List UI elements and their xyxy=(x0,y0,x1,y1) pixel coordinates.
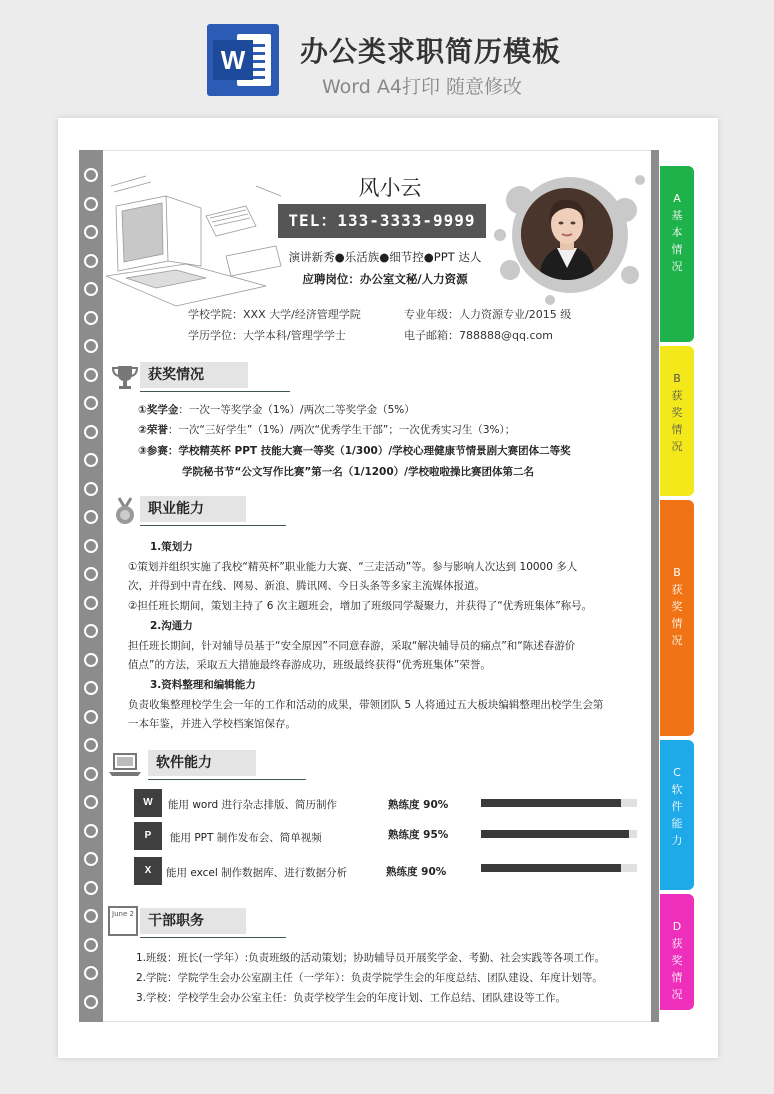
info-major: 专业年级：人力资源专业/2015 级 xyxy=(404,308,572,321)
binder-ring xyxy=(84,596,98,610)
binder-ring xyxy=(84,852,98,866)
binder-ring xyxy=(84,482,98,496)
software-level: 熟练度 95% xyxy=(388,829,449,841)
office-sketch-illustration xyxy=(106,166,286,316)
ability-text: 担任班长期间，针对辅导员基于“安全原因”不同意春游，采取“解决辅导员的痛点”和“陈述春游价 xyxy=(128,640,576,652)
word-app-icon: W xyxy=(134,789,162,817)
word-logo-icon xyxy=(207,24,279,96)
binder-ring xyxy=(84,881,98,895)
ability-heading: 2.沟通力 xyxy=(150,620,193,632)
ability-text: 负责收集整理校学生会一年的工作和活动的成果，带领团队 5 人将通过五大板块编辑整理出校学生会第 xyxy=(128,699,604,711)
position-item: 1.班级：班长(一学年）:负责班级的活动策划；协助辅导员开展奖学金、考勤、社会实践等各项工作。 xyxy=(136,952,606,964)
binder-ring xyxy=(84,425,98,439)
binder-ring xyxy=(84,795,98,809)
profile-photo xyxy=(521,188,613,280)
software-level: 熟练度 90% xyxy=(386,866,447,878)
ability-heading: 3.资料整理和编辑能力 xyxy=(150,679,256,691)
personal-tags: 演讲新秀●乐活族●细节控●PPT 达人 xyxy=(288,250,482,264)
binder-ring xyxy=(84,368,98,382)
position-item: 2.学院：学院学生会办公室副主任（一学年）：负责学院学生会的年度总结、团队建设、年度计划等。 xyxy=(136,972,603,984)
software-name: 能用 excel 制作数据库、进行数据分析 xyxy=(166,867,348,879)
level-bar-fill xyxy=(481,799,621,807)
binder-ring xyxy=(84,995,98,1009)
award-item: ①奖学金：一次一等奖学金（1%）/两次二等奖学金（5%） xyxy=(138,404,415,416)
binder-ring xyxy=(84,453,98,467)
trophy-icon xyxy=(110,362,140,392)
binder-ring xyxy=(84,539,98,553)
level-bar-fill xyxy=(481,864,621,872)
binder-ring xyxy=(84,225,98,239)
binder-ring xyxy=(84,254,98,268)
binder-spine-right xyxy=(651,150,659,1022)
software-level-bar xyxy=(481,830,637,838)
section-underline xyxy=(148,779,306,780)
positions-section-title: 干部职务 xyxy=(140,908,246,934)
binder-ring xyxy=(84,282,98,296)
level-bar-fill xyxy=(481,830,629,838)
candidate-name: 风小云 xyxy=(358,176,422,200)
excel-app-icon: X xyxy=(134,857,162,885)
tab-awards-2[interactable]: B 获 奖 情 况 xyxy=(660,500,694,736)
software-name: 能用 PPT 制作发布会、简单视频 xyxy=(170,832,322,844)
binder-ring xyxy=(84,909,98,923)
software-level-bar xyxy=(481,864,637,872)
binder-ring xyxy=(84,624,98,638)
binder-ring xyxy=(84,653,98,667)
binder-ring xyxy=(84,168,98,182)
ability-text: ①策划并组织实施了我校“精英杯”职业能力大赛、“三走活动”等。参与影响人次达到 10000 多人 xyxy=(128,561,578,573)
binder-ring xyxy=(84,738,98,752)
section-underline xyxy=(140,391,290,392)
position-item: 3.学校：学校学生会办公室主任：负责学校学生会的年度计划、工作总结、团队建设等工作。 xyxy=(136,992,567,1004)
tab-awards-1[interactable]: B 获 奖 情 况 xyxy=(660,346,694,496)
page-subtitle: Word A4打印 随意修改 xyxy=(322,76,523,98)
tab-basic-info[interactable]: A 基 本 情 况 xyxy=(660,166,694,342)
binder-ring xyxy=(84,938,98,952)
software-name: 能用 word 进行杂志排版、简历制作 xyxy=(168,799,337,811)
award-item: ②荣誉：一次“三好学生”（1%）/两次“优秀学生干部”；一次优秀实习生（3%）； xyxy=(138,424,516,436)
binder-ring xyxy=(84,197,98,211)
info-degree: 学历学位：大学本科/管理学学士 xyxy=(188,329,346,342)
section-underline xyxy=(140,937,286,938)
ability-text: ②担任班长期间，策划主持了 6 次主题班会，增加了班级同学凝聚力，并获得了“优秀班集体”称号。 xyxy=(128,600,593,612)
info-school: 学校学院：XXX 大学/经济管理学院 xyxy=(188,308,361,321)
binder-ring xyxy=(84,339,98,353)
section-underline xyxy=(140,525,286,526)
word-logo-letter: W xyxy=(213,40,253,80)
binder-ring xyxy=(84,567,98,581)
info-email: 电子邮箱：788888@qq.com xyxy=(404,329,553,342)
awards-section-title: 获奖情况 xyxy=(140,362,248,388)
ability-text: 值点”的方法，采取五大措施最终春游成功，班级最终获得“优秀班集体”荣誉。 xyxy=(128,659,491,671)
binder-ring xyxy=(84,510,98,524)
calendar-icon: June 2 xyxy=(108,906,138,936)
binder-ring xyxy=(84,824,98,838)
binder-ring xyxy=(84,311,98,325)
ability-heading: 1.策划力 xyxy=(150,541,193,553)
binder-ring xyxy=(84,767,98,781)
tab-positions[interactable]: D 获 奖 情 况 xyxy=(660,894,694,1010)
award-item: ③参赛：学校精英杯 PPT 技能大赛一等奖（1/300）/学校心理健康节情景剧大赛团体二等奖 xyxy=(138,445,571,457)
ability-text: 次，并得到中青在线、网易、新浪、腾讯网、今日头条等多家主流媒体报道。 xyxy=(128,580,485,592)
tab-software[interactable]: C 软 件 能 力 xyxy=(660,740,694,890)
page-header xyxy=(0,0,774,110)
ability-section-title: 职业能力 xyxy=(140,496,246,522)
award-item: 学院秘书节“公文写作比赛”第一名（1/1200）/学校啦啦操比赛团体第二名 xyxy=(182,466,534,478)
powerpoint-app-icon: P xyxy=(134,822,162,850)
binder-ring xyxy=(84,966,98,980)
page-title: 办公类求职简历模板 xyxy=(300,35,562,68)
software-level: 熟练度 90% xyxy=(388,799,449,811)
binder-ring xyxy=(84,710,98,724)
binder-ring xyxy=(84,396,98,410)
binder-ring xyxy=(84,681,98,695)
software-level-bar xyxy=(481,799,637,807)
phone-banner: TEL：133-3333-9999 xyxy=(278,204,486,238)
portrait-avatar xyxy=(521,188,613,280)
software-section-title: 软件能力 xyxy=(148,750,256,776)
laptop-icon xyxy=(108,750,142,780)
medal-icon xyxy=(110,496,140,526)
job-target: 应聘岗位：办公室文秘/人力资源 xyxy=(302,272,468,286)
ability-text: 一本年鉴，并进入学校档案馆保存。 xyxy=(128,718,296,730)
